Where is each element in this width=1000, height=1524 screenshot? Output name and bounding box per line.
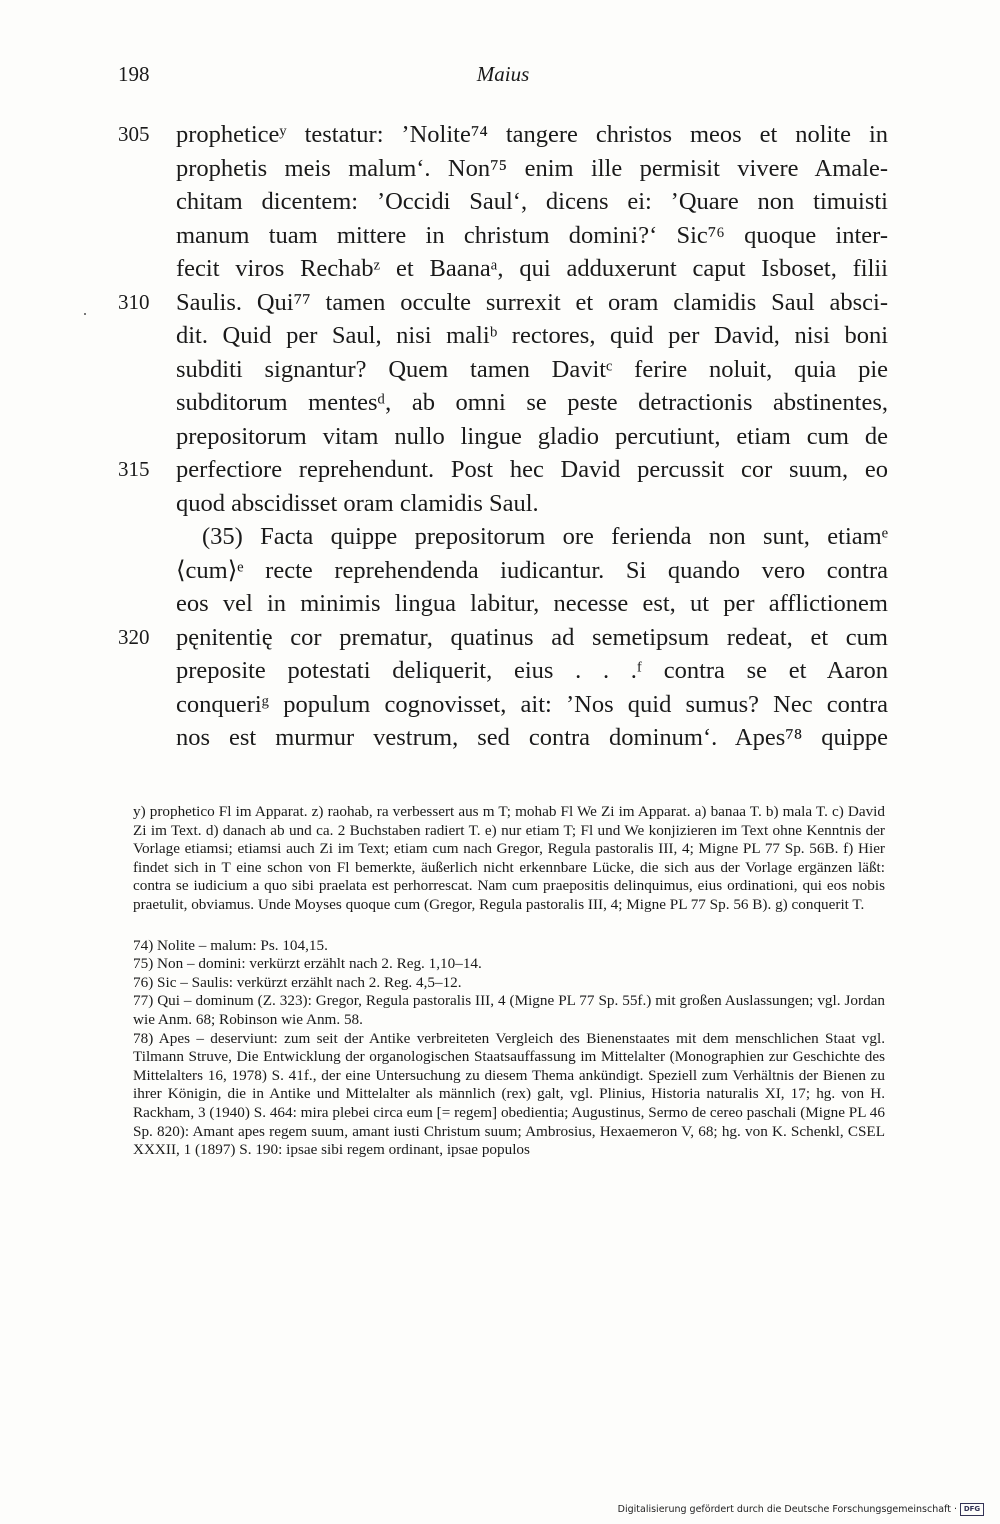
line-text: pęnitentię cor prematur, quatinus ad semetipsum redeat, et cum [176, 623, 888, 651]
dfg-logo: DFG [960, 1503, 984, 1516]
apparatus-note: y) prophetico Fl im Apparat. z) raohab, ra verbessert aus m T; mohab Fl We Zi im Apparat. a) banaa T. b) mala T. c) David Zi im Text. d) danach ab und ca. 2 Buchstaben radiert T. e) nur etiam T; Fl und We konjizieren im Text ohne Kenntnis der Vorlage etiamsi; etiamsi auch Zi im Text; etiam cum nach Gregor, Regula pastoralis III, 4; Migne PL 77 Sp. 56B. f) Hier findet sich in T eine schon von Fl bemerkte, äußerlich nicht erkennbare Lücke, die sich aus der Vorlage ergänzen läßt: contra se iudicium a quo sibi praelata est perhorrescat. Nam cum praepositis delinquimus, eius ordinationi, qui eos nobis praetulit, obviamus. Unde Moyses quoque cum (Gregor, Regula pastoralis III, 4; Migne PL 77 Sp. 56 B). g) conquerit T. [133, 803, 885, 913]
text-line [118, 420, 888, 454]
line-text: perfectiore reprehendunt. Post hec David percussit cor suum, eo [176, 456, 888, 483]
line-number: 320 [118, 624, 150, 649]
text-line [118, 286, 888, 320]
text-line [118, 487, 888, 521]
line-text: nos est murmur vestrum, sed contra dominum‘. Apes⁷⁸ quippe [176, 724, 888, 751]
running-title: Maius [476, 62, 530, 86]
line-text: Saulis. Qui⁷⁷ tamen occulte surrexit et oram clamidis Saul absci- [176, 288, 888, 316]
line-text: prophetis meis malum‘. Non⁷⁵ enim ille permisit vivere Amale- [176, 154, 888, 182]
digitization-credit [618, 1503, 984, 1516]
line-text: ⟨cum⟩ᵉ recte reprehendenda iudicantur. Si quando vero contra [176, 556, 888, 584]
footnotes [133, 803, 885, 1160]
line-text: eos vel in minimis lingua labitur, necesse est, ut per afflictionem [176, 590, 888, 617]
stray-mark [84, 313, 86, 315]
text-line [118, 688, 888, 722]
line-text: chitam dicentem: ’Occidi Saul‘, dicens ei: ’Quare non timuisti [176, 188, 888, 215]
line-text: manum tuam mittere in christum domini?‘ Sic⁷⁶ quoque inter- [176, 221, 888, 249]
line-text: quod abscidisset oram clamidis Saul. [176, 489, 539, 517]
source-note: 77) Qui – dominum (Z. 323): Gregor, Regula pastoralis III, 4 (Migne PL 77 Sp. 55f.) mit großen Auslassungen; vgl. Jordan wie Anm. 68; Robinson wie Anm. 58. [133, 992, 885, 1028]
text-line [118, 252, 888, 286]
text-line [118, 554, 888, 588]
text-line [118, 520, 888, 554]
text-line [118, 219, 888, 253]
main-text [118, 118, 888, 755]
line-number: 305 [118, 122, 150, 146]
source-note: 76) Sic – Saulis: verkürzt erzählt nach 2. Reg. 4,5–12. [133, 973, 462, 991]
text-line [118, 621, 888, 655]
line-text: (35) Facta quippe prepositorum ore ferienda non sunt, etiamᵉ [202, 523, 888, 550]
source-note: 75) Non – domini: verkürzt erzählt nach 2. Reg. 1,10–14. [133, 955, 482, 973]
text-line [118, 319, 888, 353]
text-line [118, 353, 888, 387]
text-line [118, 721, 888, 755]
line-text: conqueriᵍ populum cognovisset, ait: ’Nos quid sumus? Nec contra [176, 690, 888, 718]
text-line [118, 386, 888, 420]
line-text: subditi signantur? Quem tamen Davitᶜ ferire noluit, quia pie [176, 355, 888, 383]
text-line [118, 654, 888, 688]
credit-text: Digitalisierung gefördert durch die Deutsche Forschungsgemeinschaft · [617, 1504, 957, 1515]
line-text: prepositorum vitam nullo lingue gladio percutiunt, etiam cum de [176, 422, 888, 450]
line-text: subditorum mentesᵈ, ab omni se peste detractionis abstinentes, [176, 389, 888, 416]
line-text: dit. Quid per Saul, nisi maliᵇ rectores, quid per David, nisi boni [176, 322, 888, 349]
text-line [118, 152, 888, 186]
page-number: 198 [118, 62, 150, 86]
source-note: 78) Apes – deserviunt: zum seit der Antike verbreiteten Vergleich des Bienenstaates mit dem menschlichen Staat vgl. Tilmann Struve, Die Entwicklung der organologischen Staatsauffassung im Mittelalter (Monographien zur Geschichte des Mittelalters 16, 1978) S. 41f., der eine Untersuchung zu diesem Thema ankündigt. Speziell zum Verhältnis der Bienen zu ihrer Königin, die in Antike und Mittelalter als männlich (rex) galt, vgl. Plinius, Historia naturalis XI, 17; hg. von H. Rackham, 3 (1940) S. 464: mira plebei circa eum [= regem] obedientia; Augustinus, Sermo de cereo paschali (Migne PL 46 Sp. 820): Amant apes regem suum, amant iusti Christum suum; Ambrosius, Hexaemeron V, 68; hg. von K. Schenkl, CSEL XXXII, 1 (1897) S. 190: ipsae sibi regem ordinant, ipsae populos [133, 1029, 885, 1159]
text-line [118, 118, 888, 152]
text-line [118, 587, 888, 621]
running-head [118, 62, 888, 92]
line-text: fecit viros Rechabᶻ et Baanaᵃ, qui adduxerunt caput Isboset, filii [176, 255, 888, 282]
text-line [118, 453, 888, 487]
text-line [118, 185, 888, 219]
source-note: 74) Nolite – malum: Ps. 104,15. [133, 936, 328, 954]
line-text: preposite potestati deliquerit, eius . . .ᶠ contra se et Aaron [176, 657, 888, 684]
line-number: 315 [118, 457, 150, 481]
line-number: 310 [118, 289, 150, 314]
line-text: propheticeʸ testatur: ’Nolite⁷⁴ tangere christos meos et nolite in [176, 121, 888, 148]
